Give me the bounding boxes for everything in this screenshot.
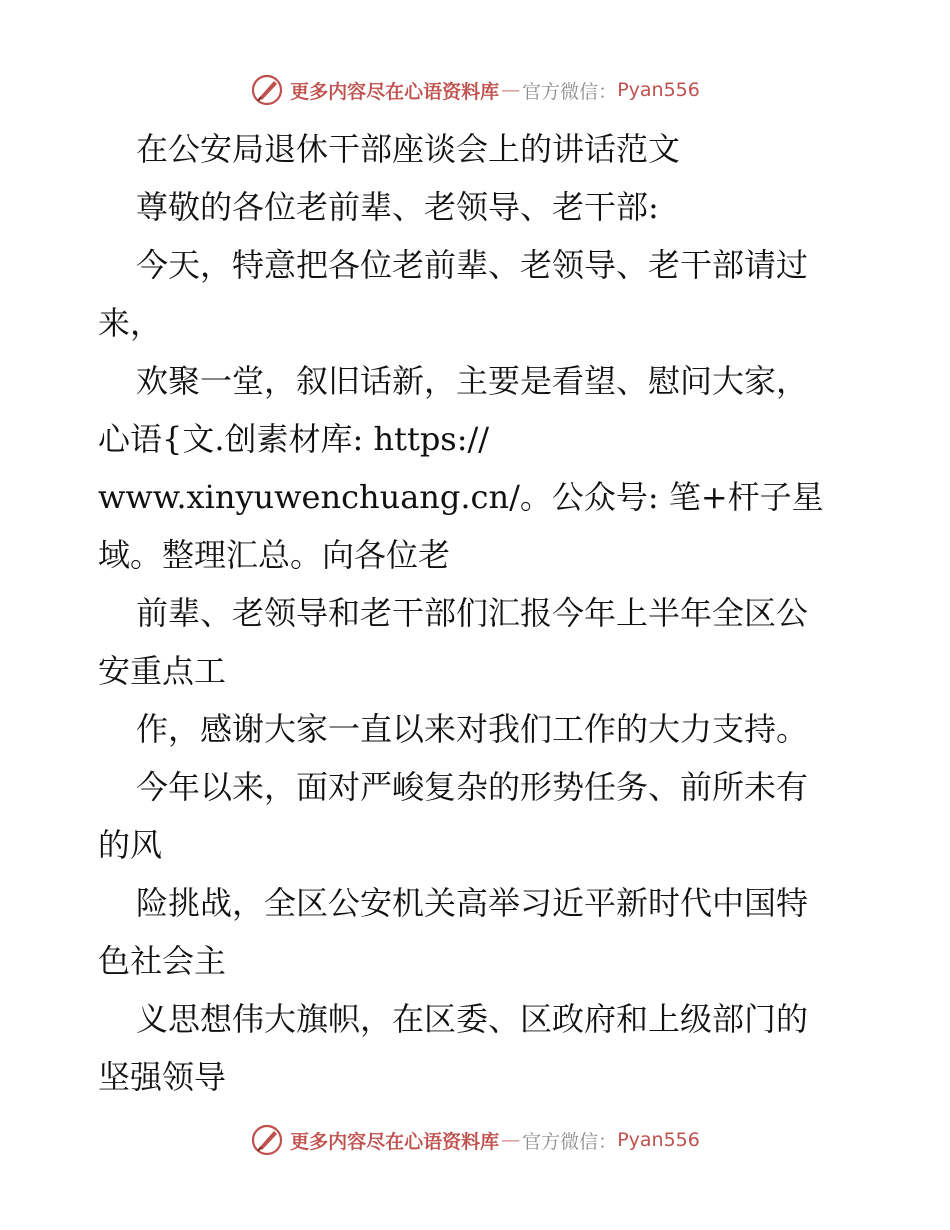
paragraph-line: 险挑战，全区公安机关高举习近平新时代中国特 — [136, 884, 809, 922]
banner-main-text: 更多内容尽在心语资料库 — [290, 1130, 500, 1153]
paragraph-line: 今天，特意把各位老前辈、老领导、老干部请过 — [136, 246, 809, 284]
document-body — [98, 120, 858, 1106]
banner-wechat-id: Pyan556 — [617, 79, 700, 101]
paragraph-line: 安重点工 — [98, 652, 227, 690]
paragraph-line: www.xinyuwenchuang.cn/。公众号: 笔+杆子星 — [98, 478, 824, 516]
banner-dash: — — [501, 1129, 521, 1151]
paragraph-line: 尊敬的各位老前辈、老领导、老干部: — [136, 188, 659, 226]
banner-main-text: 更多内容尽在心语资料库 — [290, 80, 500, 103]
paragraph-line: 欢聚一堂，叙旧话新，主要是看望、慰问大家， — [136, 362, 809, 400]
paragraph-line: 前辈、老领导和老干部们汇报今年上半年全区公 — [136, 594, 809, 632]
paragraph-line: 坚强领导 — [98, 1058, 227, 1096]
banner-wechat-label: 官方微信： — [522, 1130, 618, 1153]
paragraph-line: 来， — [98, 304, 163, 342]
document-title: 在公安局退休干部座谈会上的讲话范文 — [136, 130, 681, 168]
banner-wechat-id: Pyan556 — [617, 1129, 700, 1151]
quill-logo-icon — [250, 1123, 284, 1157]
quill-logo-icon — [250, 73, 284, 107]
paragraph-line: 域。整理汇总。向各位老 — [98, 536, 451, 574]
header-banner — [0, 70, 950, 110]
paragraph-line: 今年以来，面对严峻复杂的形势任务、前所未有 — [136, 768, 809, 806]
paragraph-line: 作，感谢大家一直以来对我们工作的大力支持。 — [136, 710, 809, 748]
paragraph-line: 的风 — [98, 826, 163, 864]
paragraph-line: 义思想伟大旗帜，在区委、区政府和上级部门的 — [136, 1000, 809, 1038]
banner-wechat-label: 官方微信： — [522, 80, 618, 103]
paragraph-line: 心语{文.创素材库: https:// — [98, 420, 490, 458]
banner-dash: — — [501, 79, 521, 101]
paragraph-line: 色社会主 — [98, 942, 227, 980]
footer-banner — [0, 1120, 950, 1160]
